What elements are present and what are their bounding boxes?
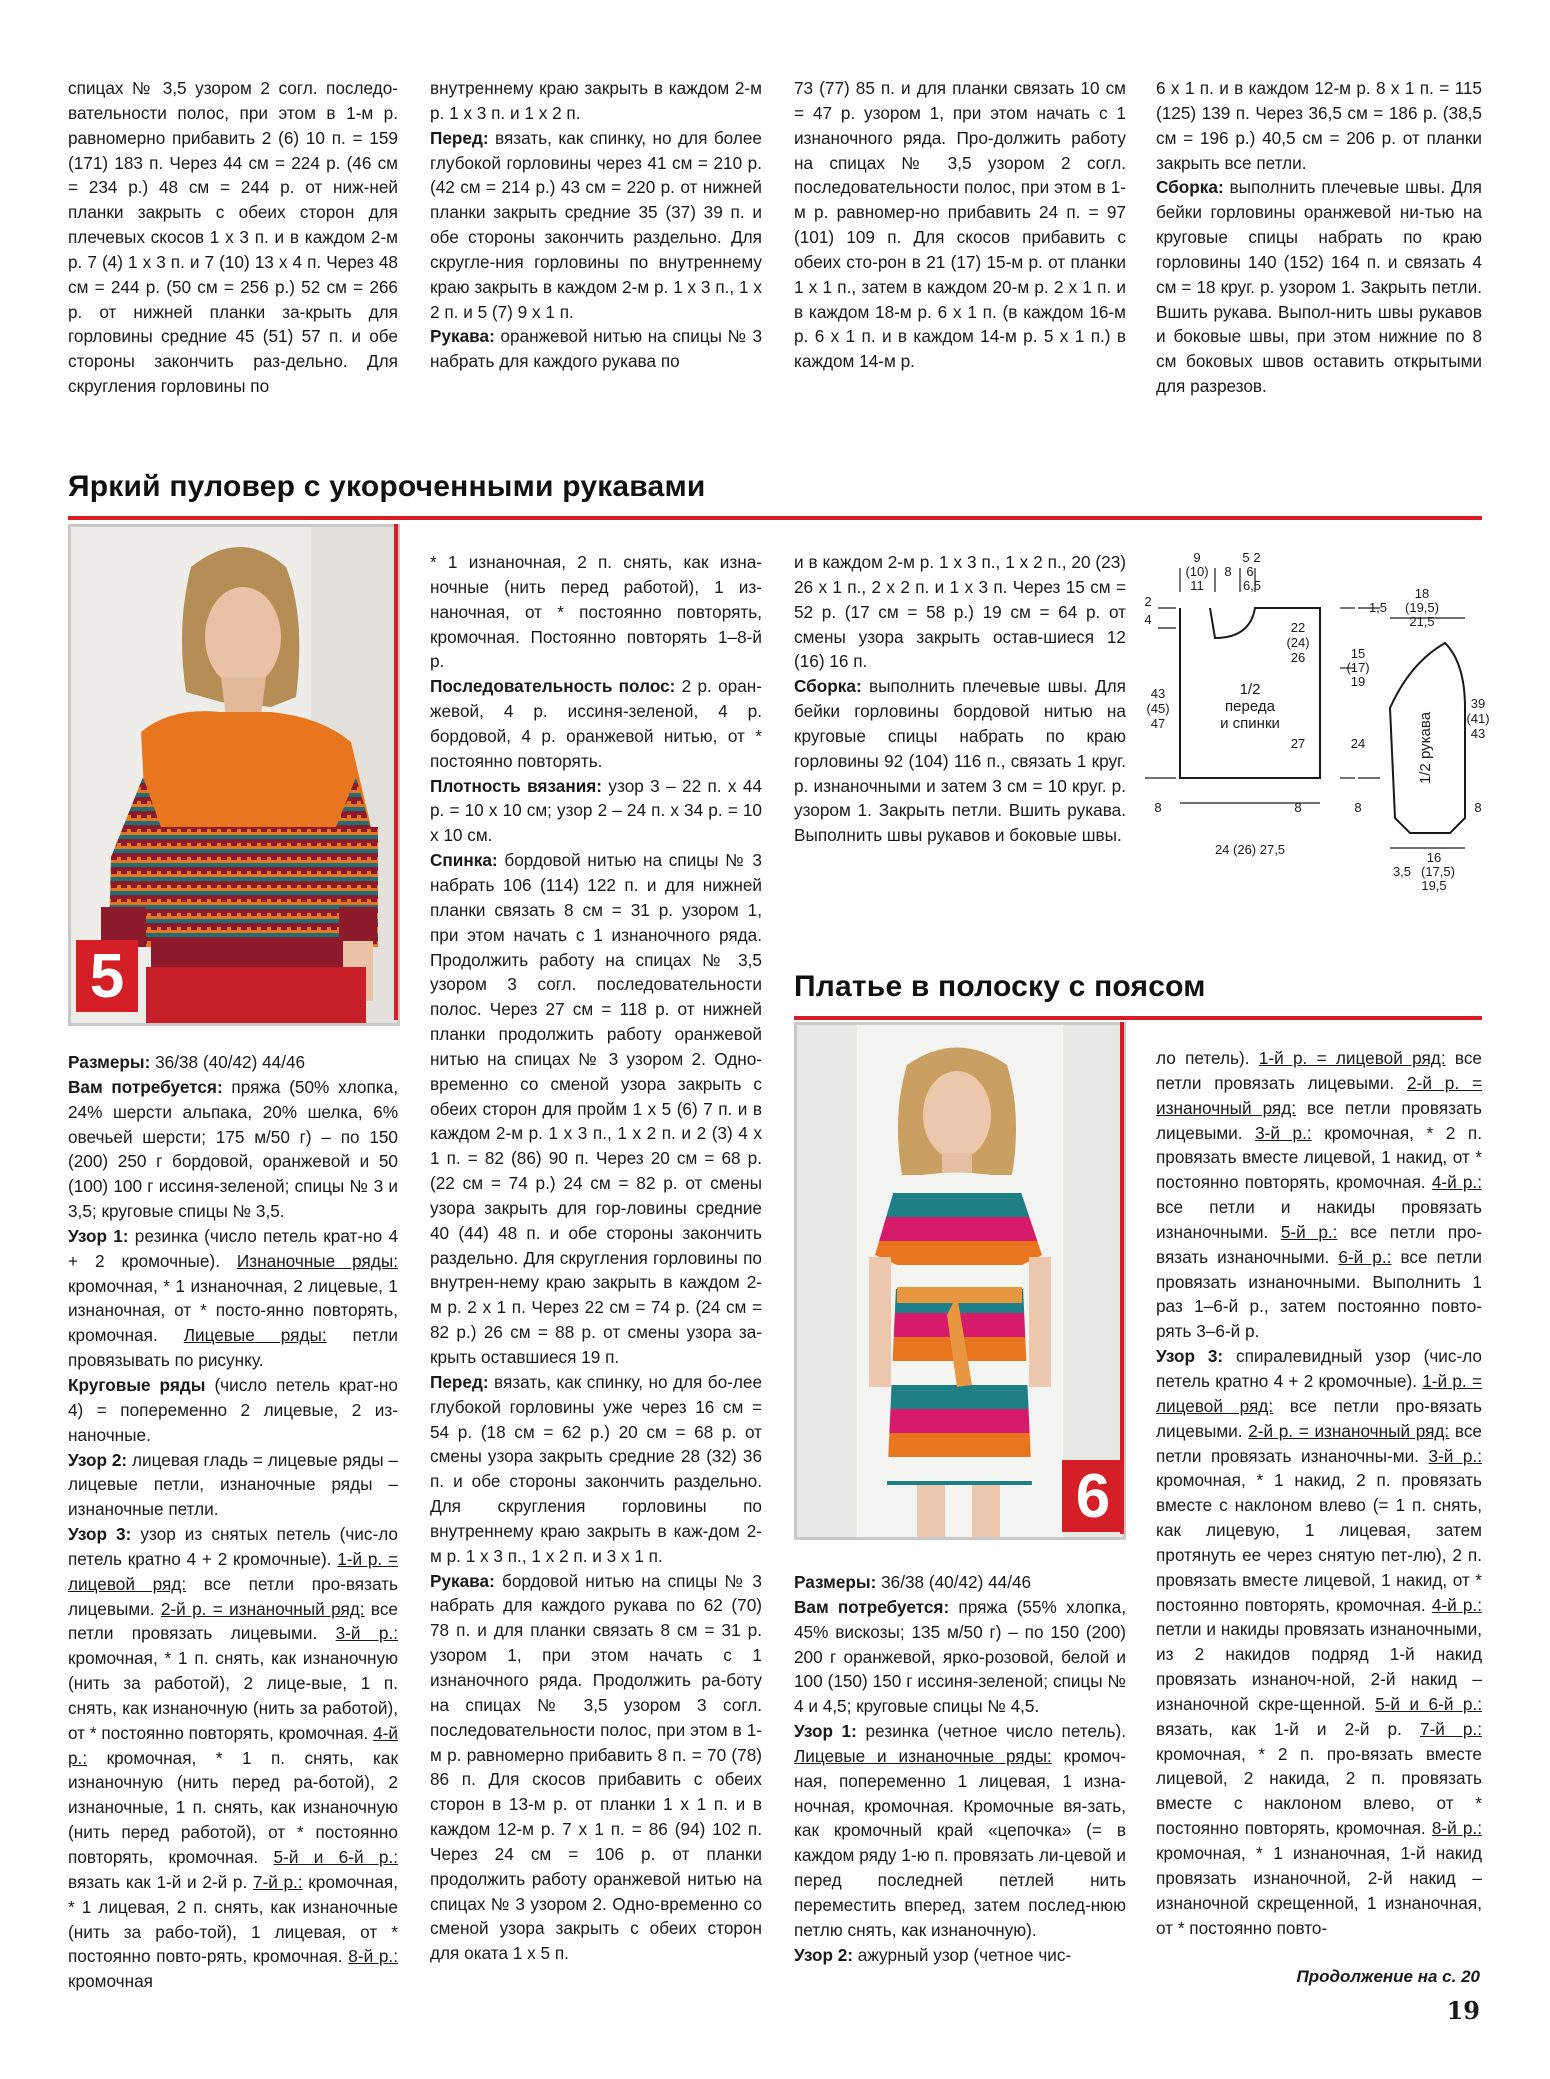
pattern-2: Узор 2: лицевая гладь = лицевые ряды – лицевые петли, изнаночные ряды – изнаночные петли. (68, 1449, 398, 1520)
paragraph: внутреннему краю закрыть в каждом 2-м р. 1 х 3 п. и 1 х 2 п. (430, 78, 762, 123)
dim-label: 19,5 (1421, 878, 1447, 893)
pattern-3: Узор 3: узор из снятых петель (чис-ло петель кратно 4 + 2 кромочные). 1-й р. = лицевой ряд: все петли про-вязать лицевыми. 2-й р. = изнаночный ряд: все петли провязать лицевыми. 3-й р.: кромочная, * 1 п. снять, как изнаночную (нить за работой), 2 лице-вые, 1 п. снять, как изнаночную (нить за работой), от * постоянно повторять, кромочная. 4-й р.: кромочная, * 1 п. снять, как изнаночную (нить перед ра-ботой), 2 изнаночные, 1 п. снять, как изнаночную (нить перед работой), от * постоянно повторять, кромочная. 5-й и 6-й р.: вязать как 1-й и 2-й р. 7-й р.: кромочная, * 1 лицевая, 2 п. снять, как изнаночные (нить за рабо-той), 1 лицевая, от * постоянно повто-рять, кромочная. 8-й р.: кромочная (68, 1524, 398, 1992)
paragraph: 73 (77) 85 п. и для планки связать 10 см = 47 р. узором 1, при этом начать с 1 изнаночного ряда. Про-должить работу на спицах № 3,5 узором 2 согл. последовательности полос, при этом в 1-м р. равномер-но прибавить 24 п. = 97 (101) 109 п. Для скосов прибавить с обеих сто-рон в 21 (17) 15-м р. от планки 1 х 1 п., затем в каждом 20-м р. 2 х 1 п. и в каждом 18-м р. 6 х 1 п. (в каждом 16-м р. 6 х 1 п. и в каждом 14-м р. 5 х 1 п.) в каждом 14-м р. (794, 78, 1126, 372)
dim-label: 15 (1350, 646, 1366, 661)
section6-column-1 (794, 1570, 1126, 1968)
schematic-diagram (1140, 548, 1490, 898)
paragraph: спицах № 3,5 узором 2 согл. последо-вательности полос, при этом в 1-м р. равномерно прибавить 2 (6) 10 п. = 159 (171) 183 п. Через 44 см = 224 р. (46 см = 234 р.) 48 см = 244 р. от ниж-ней планки закрыть с обеих сторон для плечевых скосов 1 х 3 п. и в каждом 2-м р. 7 (4) 1 х 3 п. и 7 (10) 13 х 4 п. Через 48 см = 244 р. (50 см = 256 р.) 52 см = 266 р. от нижней планки за-крыть для горловины средние 45 (51) 57 п. и обе стороны закончить раз-дельно. Для скругления горловины по (68, 78, 398, 397)
dim-label: 9 (1193, 550, 1201, 565)
section6-rule (794, 1016, 1482, 1020)
dim-label: 8 (1154, 800, 1162, 815)
dim-label: 6,5 (1242, 578, 1262, 593)
dim-label: 8 (1224, 564, 1232, 579)
dim-label: (45) (1146, 701, 1170, 716)
section5-vertical-rule (394, 524, 398, 1020)
page-number: 19 (1446, 1996, 1480, 2025)
dim-label: 1,5 (1368, 600, 1388, 615)
dim-label: 8 (1354, 800, 1362, 815)
section6-column-2 (1156, 1046, 1482, 1940)
dim-label: 11 (1190, 578, 1204, 593)
dim-label: 8 (1294, 800, 1302, 815)
dim-label: 19 (1350, 674, 1366, 689)
dim-label: 6 (1246, 564, 1254, 579)
sleeves: Рукава: бордовой нитью на спицы № 3 набрать для каждого рукава по 62 (70) 78 п. и для планки связать 8 см = 31 р. узором 1, при этом начать с 1 изнаночного ряда. Продолжить ра-боту на спицах № 3,5 узором 3 согл. последовательности полос, при этом в 1-м р. равномерно прибавить 8 п. = 70 (78) 86 п. Для скосов прибавить с обеих сторон в 13-м р. от планки 1 х 1 п. и в каждом 12-м р. 7 х 1 п. = 86 (94) 102 п. Через 24 см = 106 р. от планки продолжить работу оранжевой нитью на спицах № 3 узором 2. Одно-временно со сменой узора закрыть с обеих сторон для оката 1 х 5 п. (430, 1570, 762, 1964)
gauge: Плотность вязания: узор 3 – 22 п. х 44 р. = 10 х 10 см; узор 2 – 24 п. х 34 р. = 10 х 10 см. (430, 775, 763, 846)
pattern-1: Узор 1: резинка (число петель крат-но 4 + 2 кромочные). Изнаночные ряды: кромочная, * 1 изнаночная, 2 лицевые, 1 изнаночная, от * посто-янно повторять, кромочная. Лицевые ряды: петли провязывать по рисунку. (68, 1225, 399, 1371)
round-rows: Круговые ряды (число петель крат-но 4) = попеременно 2 лицевые, 2 из-наночные. (68, 1374, 398, 1445)
dim-label: 22 (1290, 620, 1306, 635)
paragraph: * 1 изнаночная, 2 п. снять, как изна-ночные (нить перед работой), 1 из-наночная, от * постоянно повторять, кромочная. Постоянно повторять 1–8-й р. (430, 552, 762, 672)
dim-label: 21,5 (1409, 614, 1435, 629)
paragraph: и в каждом 2-м р. 1 х 3 п., 1 х 2 п., 20 (23) 26 х 1 п., 2 х 2 п. и 1 х 3 п. Через 15 см = 52 р. (17 см = 58 р.) 19 см = 64 р. от смены узора закрыть остав-шиеся 12 (16) 16 п. (794, 552, 1126, 672)
paragraph: Сборка: выполнить плечевые швы. Для бейки горловины оранжевой ни-тью на круговые спицы набрать по краю горловины 140 (152) 164 п. и связать 4 см = 18 круг. р. узором 1. Закрыть петли. Вшить рукава. Выпол-нить швы рукавов и боковые швы, при этом нижние по 8 см боковых швов оставить открытыми для разрезов. (1156, 177, 1482, 397)
dim-label: (17) (1346, 660, 1370, 675)
paragraph: Перед: вязать, как спинку, но для более глубокой горловины через 41 см = 210 р. (42 см = 214 р.) 43 см = 220 р. от нижней планки закрыть средние 35 (37) 39 п. и обе стороны закончить раздельно. Для скругле-ния горловины по внутреннему краю закрыть в каждом 2-м р. 1 х 3 п., 1 х 2 п. и 5 (7) 9 х 1 п. (430, 127, 762, 322)
body-label: 1/2 (1239, 681, 1261, 698)
pattern-3: Узор 3: спиралевидный узор (чис-ло петель кратно 4 + 2 кромочные). 1-й р. = лицевой ряд: все петли про-вязать лицевыми. 2-й р. = изнаночный ряд: все петли провязать изнаночны-ми. 3-й р.: кромочная, * 1 накид, 2 п. провязать вместе с наклоном влево (= 1 п. снять, как лицевую, 1 лицевая, затем протянуть ее через снятую пет-лю), 2 п. провязать вместе лицевой, 1 накид, от * постоянно повторять, кромочная. 4-й р.: петли и накиды провязать изнаночными, из 2 накидов подряд 1-й накид провязать изнаноч-ной, 2-й накид – изнаночной скре-щенной. 5-й и 6-й р.: вязать, как 1-й и 2-й р. 7-й р.: кромочная, * 2 п. про-вязать вместе лицевой, 2 накида, 2 п. провязать вместе с наклоном влево, от * постоянно повторять, кромочная. 8-й р.: кромочная, * 1 изнаночная, 1-й накид провязать изнаночной, 2-й накид – изнаночной скрещенной, 1 изнаночная, от * постоянно повто- (1156, 1346, 1482, 1938)
dim-label: 26 (1290, 650, 1306, 665)
top-column-1 (68, 76, 398, 399)
dim-label: 2 (1144, 594, 1152, 609)
dim-label: 24 (1350, 736, 1366, 751)
sizes: Размеры: 36/38 (40/42) 44/46 (68, 1052, 306, 1072)
paragraph: Рукава: оранжевой нитью на спицы № 3 набрать для каждого рукава по (430, 326, 762, 372)
continued-note: Продолжение на с. 20 (1296, 1967, 1480, 1986)
pattern-1: Узор 1: резинка (четное число петель). Лицевые и изнаночные ряды: кромоч-ная, попеременно 1 лицевая, 1 изна-ночная, кромочная. Кромочные вя-зать, как кромочный край «цепочка» (= в каждом ряду 1-ю п. провязать ли-цевой и перед последней петлей нить переместить вперед, затем послед-нюю петлю снять, как изнаночную). (794, 1721, 1126, 1940)
dim-label: 39 (1470, 696, 1486, 711)
dim-label: 43 (1150, 686, 1166, 701)
dim-label: 8 (1474, 800, 1482, 815)
dim-label: 3,5 (1392, 864, 1412, 879)
top-column-2 (430, 76, 762, 374)
section5-column-1 (68, 1050, 398, 1994)
dim-label: (41) (1466, 711, 1490, 726)
dim-label: 16 (1426, 850, 1442, 865)
top-column-3 (794, 76, 1126, 374)
dim-label: (19,5) (1405, 600, 1439, 615)
dim-label: 18 (1414, 586, 1430, 601)
dim-label: 47 (1150, 716, 1166, 731)
dim-label: (17,5) (1421, 864, 1455, 879)
dim-label: 2 (1253, 550, 1261, 565)
materials: Вам потребуется: пряжа (50% хлопка, 24% шерсти альпака, 20% шелка, 6% овечьей шерсти; 175 м/50 г) – по 150 (200) 250 г бордовой, оранжевой и 50 (100) 100 г иссиня-зеленой; спицы № 3 и 3,5; круговые спицы № 3,5. (68, 1076, 398, 1222)
section6-title: Платье в полоску с поясом (794, 970, 1206, 1003)
sleeve-label: 1/2 рукава (1417, 711, 1434, 785)
pattern-2: Узор 2: ажурный узор (четное чис- (794, 1944, 1072, 1965)
back: Спинка: бордовой нитью на спицы № 3 набрать 106 (114) 122 п. и для нижней планки связать 8 см = 31 р. узором 1, при этом начать с 1 изнаночного ряда. Продолжить работу на спицах № 3,5 узором 3 согл. последовательности полос. Через 27 см = 118 р. от нижней планки продолжить работу оранжевой нитью на спицах № 3 узором 2. Одно-временно со сменой узора закрыть с обеих сторон для пройм 1 х 5 (6) 7 п. и в каждом 2-м р. 1 х 3 п., 1 х 2 п. и 2 (3) 4 х 1 п. = 82 (86) 90 п. Через 20 см = 68 р. (22 см = 74 р.) 24 см = 82 р. от смены узора закрыть для гор-ловины средние 40 (44) 48 п. и обе стороны закончить раздельно. Для скругления горловины по внутрен-нему краю закрыть в каждом 2-м р. 2 х 1 п. Через 22 см = 74 р. (24 см = 82 р.) 26 см = 88 р. от смены узора за-крыть оставшиеся 19 п. (430, 850, 762, 1367)
materials: Вам потребуется: пряжа (55% хлопка, 45% вискозы; 135 м/50 г) – по 150 (200) 200 г оранжевой, ярко-розовой, белой и 100 (150) 150 г иссиня-зеленой; спицы № 4 и 4,5; круговые спицы № 4,5. (794, 1596, 1126, 1717)
dim-label: (24) (1286, 635, 1310, 650)
section6-vertical-rule (1120, 1022, 1124, 1534)
stripe-sequence: Последовательность полос: 2 р. оран-жевой, 4 р. иссиня-зеленой, 4 р. бордовой, 4 р. оранжевой нитью, от * постоянно повторять. (430, 676, 762, 771)
section5-title: Яркий пуловер с укороченными рукавами (68, 470, 706, 503)
section5-rule (68, 516, 1482, 520)
assembly: Сборка: выполнить плечевые швы. Для бейки горловины бордовой нитью на круговые спицы набрать по краю горловины 92 (104) 116 п., связать 1 круг. р. изнаночными и затем 3 см = 10 круг. р. узором 1. Закрыть петли. Вшить рукава. Выполнить швы рукавов и боковые швы. (794, 676, 1126, 846)
paragraph: 6 х 1 п. и в каждом 12-м р. 8 х 1 п. = 115 (125) 139 п. Через 36,5 см = 186 р. (38,5 см = 196 р.) 40,5 см = 206 р. от планки закрыть все петли. (1156, 78, 1482, 173)
section5-column-3 (794, 550, 1126, 848)
dim-label: 5 (1242, 550, 1250, 565)
dim-label: 4 (1144, 612, 1152, 627)
section6-number-badge: 6 (1062, 1460, 1124, 1532)
dim-label: 24 (26) 27,5 (1214, 842, 1286, 857)
dim-label: (10) (1185, 564, 1209, 579)
front: Перед: вязать, как спинку, но для бо-лее глубокой горловины уже через 16 см = 54 р. (18 см = 62 р.) 20 см = 68 р. от смены узора закрыть средние 28 (32) 36 п. и обе стороны закончить раздельно. Для скругления горловины по внутреннему краю закрыть в каж-дом 2-м р. 1 х 3 п., 1 х 2 п. и 3 х 1 п. (430, 1371, 762, 1566)
body-label: и спинки (1220, 715, 1280, 732)
dim-label: 43 (1470, 726, 1486, 741)
body-label: переда (1225, 698, 1275, 715)
sizes: Размеры: 36/38 (40/42) 44/46 (794, 1572, 1032, 1592)
section5-number-badge: 5 (76, 940, 138, 1012)
section5-column-2 (430, 550, 762, 1966)
top-column-4 (1156, 76, 1482, 399)
dim-label: 27 (1290, 736, 1306, 751)
pattern-2-rows: ло петель). 1-й р. = лицевой ряд: все петли провязать лицевыми. 2-й р. = изнаночный ряд: все петли провязать лицевыми. 3-й р.: кромочная, * 2 п. провязать вместе лицевой, 1 накид, от * постоянно повторять, кромочная. 4-й р.: все петли и накиды провязать изнаночными. 5-й р.: все петли про-вязать изнаночными. 6-й р.: все петли провязать изнаночными. Выполнить 1 раз 1–6-й р., затем постоянно повто-рять 3–6-й р. (1156, 1048, 1482, 1342)
